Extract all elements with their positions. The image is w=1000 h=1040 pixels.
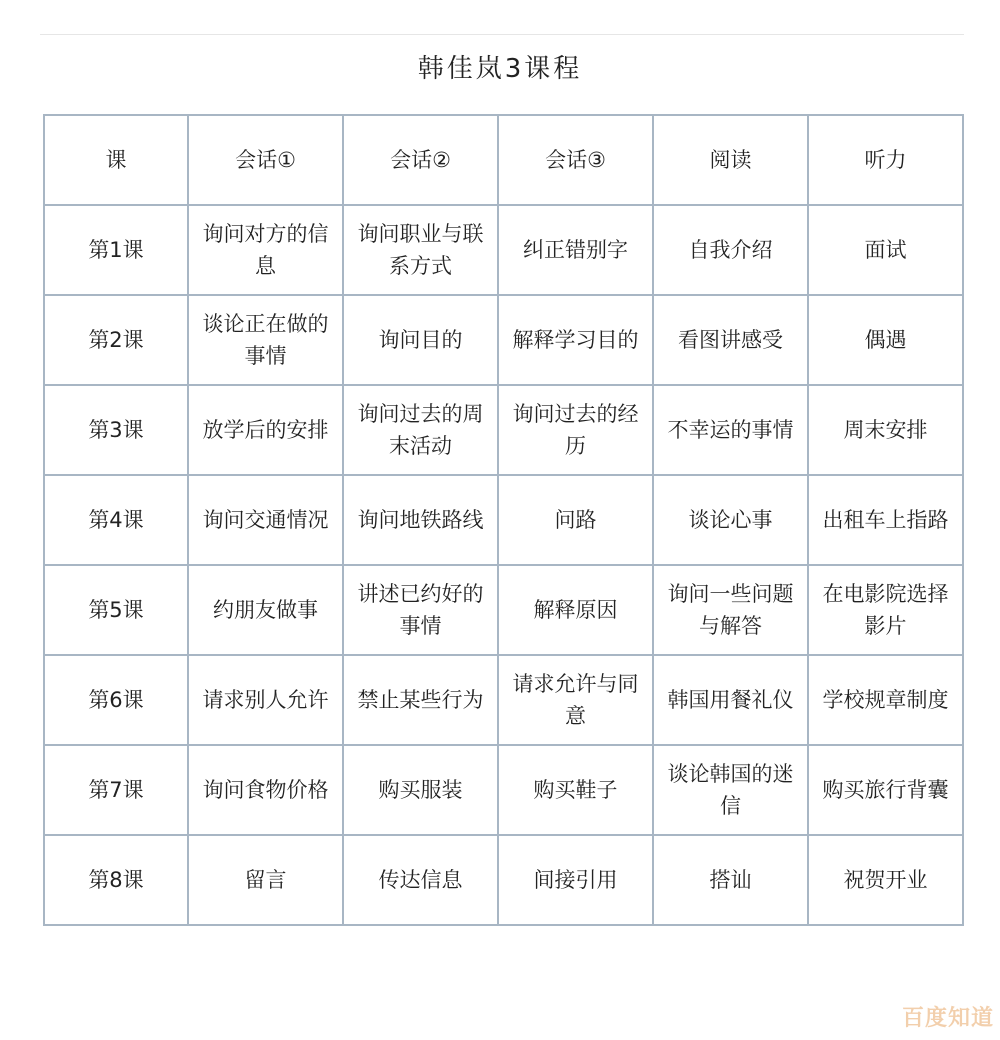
lesson-label-cell: 第7课: [44, 745, 188, 835]
table-row: [44, 205, 963, 295]
table-cell: 询问一些问题与解答: [653, 565, 808, 655]
header-cell: 听力: [808, 115, 963, 205]
table-cell: 询问地铁路线: [343, 475, 498, 565]
table-cell: 学校规章制度: [808, 655, 963, 745]
header-cell: 会话③: [498, 115, 653, 205]
table-cell: 周末安排: [808, 385, 963, 475]
lesson-label-cell: 第4课: [44, 475, 188, 565]
lesson-label-cell: 第5课: [44, 565, 188, 655]
table-cell: 偶遇: [808, 295, 963, 385]
table-cell: 请求别人允许: [188, 655, 343, 745]
table-cell: 询问对方的信息: [188, 205, 343, 295]
table-cell: 购买服装: [343, 745, 498, 835]
table-row: [44, 295, 963, 385]
table-cell: 讲述已约好的事情: [343, 565, 498, 655]
header-cell: 会话①: [188, 115, 343, 205]
table-cell: 间接引用: [498, 835, 653, 925]
table-cell: 购买鞋子: [498, 745, 653, 835]
header-cell: 阅读: [653, 115, 808, 205]
page-title: 韩佳岚3课程: [417, 54, 583, 84]
table-cell: 搭讪: [653, 835, 808, 925]
table-cell: 在电影院选择影片: [808, 565, 963, 655]
course-schedule-table: [43, 114, 964, 926]
table-cell: 韩国用餐礼仪: [653, 655, 808, 745]
table-cell: 传达信息: [343, 835, 498, 925]
table-cell: 谈论正在做的事情: [188, 295, 343, 385]
table-cell: 谈论心事: [653, 475, 808, 565]
lesson-label-cell: 第6课: [44, 655, 188, 745]
lesson-label-cell: 第1课: [44, 205, 188, 295]
table-cell: 谈论韩国的迷信: [653, 745, 808, 835]
table-cell: 祝贺开业: [808, 835, 963, 925]
table-cell: 购买旅行背囊: [808, 745, 963, 835]
watermark-logo: 百度知道: [901, 1006, 994, 1031]
table-cell: 面试: [808, 205, 963, 295]
table-row: [44, 745, 963, 835]
table-cell: 自我介绍: [653, 205, 808, 295]
table-cell: 留言: [188, 835, 343, 925]
lesson-label-cell: 第2课: [44, 295, 188, 385]
table-row: [44, 385, 963, 475]
table-cell: 询问职业与联系方式: [343, 205, 498, 295]
table-cell: 约朋友做事: [188, 565, 343, 655]
table-cell: 问路: [498, 475, 653, 565]
table-row: [44, 655, 963, 745]
table-cell: 出租车上指路: [808, 475, 963, 565]
table-body: [44, 205, 963, 925]
table-cell: 解释学习目的: [498, 295, 653, 385]
table-row: [44, 565, 963, 655]
table-cell: 不幸运的事情: [653, 385, 808, 475]
table-cell: 请求允许与同意: [498, 655, 653, 745]
table-cell: 放学后的安排: [188, 385, 343, 475]
top-divider: [40, 34, 964, 35]
table-cell: 询问交通情况: [188, 475, 343, 565]
table-row: [44, 835, 963, 925]
table-cell: 询问目的: [343, 295, 498, 385]
table-cell: 禁止某些行为: [343, 655, 498, 745]
table-cell: 询问过去的经历: [498, 385, 653, 475]
table-row: [44, 475, 963, 565]
table-header-row: [44, 115, 963, 205]
table-cell: 纠正错别字: [498, 205, 653, 295]
header-cell: 课: [44, 115, 188, 205]
table-cell: 解释原因: [498, 565, 653, 655]
lesson-label-cell: 第8课: [44, 835, 188, 925]
table-cell: 询问食物价格: [188, 745, 343, 835]
table-cell: 询问过去的周末活动: [343, 385, 498, 475]
table-cell: 看图讲感受: [653, 295, 808, 385]
lesson-label-cell: 第3课: [44, 385, 188, 475]
header-cell: 会话②: [343, 115, 498, 205]
